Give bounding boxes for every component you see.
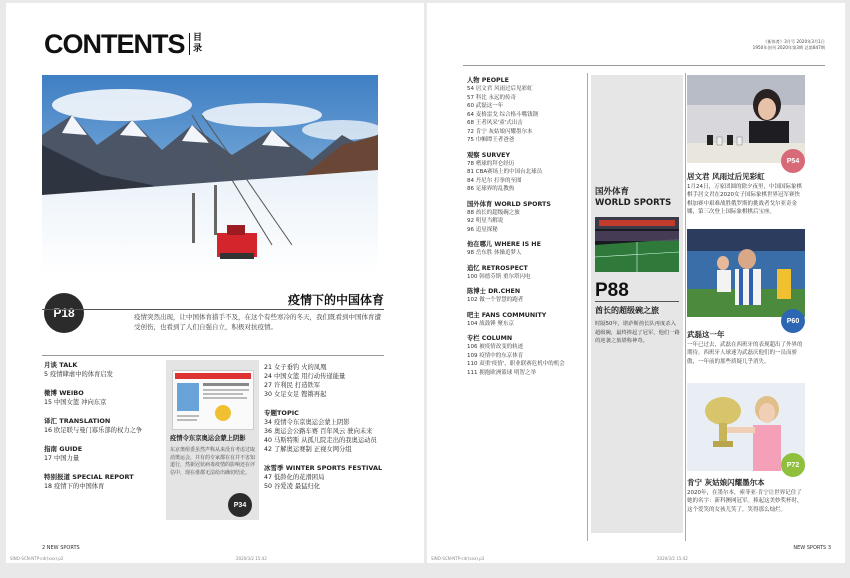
world-sports-description: 时隔50年，堪萨斯酋长队再度杀入超级碗，最终捧起了冠军，他们一路的逆袭之旅堪称神奇。 <box>595 321 680 345</box>
section-header: 观察 SURVEY <box>467 151 511 159</box>
feature-card-title[interactable]: 居文君 风雨过后见彩虹 <box>687 172 765 181</box>
toc-item[interactable]: 24 中国女篮 用行动传递能量 <box>264 373 346 380</box>
toc-item[interactable]: 17 中国力量 <box>44 455 80 462</box>
section-header: 专栏 COLUMN <box>467 335 513 342</box>
section-header: 冰雪季 WINTER SPORTS FESTIVAL <box>264 464 383 472</box>
section-people[interactable] <box>467 76 587 145</box>
left-crop-mark-file: SINO-SCN-NTP-cdr(xxx).p2 <box>10 556 64 561</box>
toc-item[interactable]: 36 奥运会公路车赛 百年风云 驶向未来 <box>264 428 373 435</box>
section-dr-chen[interactable] <box>467 287 587 305</box>
toc-item[interactable]: 16 欧足联与曼门寡乐部的权力之争 <box>44 427 143 434</box>
section-header: 特别报道 SPECIAL REPORT <box>44 473 134 481</box>
section-header: 月谈 TALK <box>44 361 78 369</box>
toc-item[interactable]: 47 低龄化的花滑困局 <box>264 474 325 481</box>
section-header: 他在哪儿 WHERE IS HE <box>467 241 541 248</box>
snow-mountain-illustration <box>42 75 378 275</box>
toc-item[interactable]: 98 岳东胜 体操追梦人 <box>467 250 522 256</box>
toc-item[interactable]: 40 马斯特斯 从孤儿院走出的我奥运动员 <box>264 437 377 444</box>
feature-card-description: 2020年，在墨尔本，索菲亚·肯宁让世界记住了她的名字：新科澳网冠军。捧起这美妙奖杯时，这个爱笑的女孩儿笑了，笑得那么灿烂。 <box>687 490 803 513</box>
section-topic[interactable] <box>264 409 382 454</box>
toc-item[interactable]: 102 做一个智慧的跑者 <box>467 297 524 303</box>
toc-item[interactable]: 18 疫情下的中国体育 <box>44 483 105 490</box>
section-header: 追忆 RETROSPECT <box>467 264 528 272</box>
feature-card-kenin[interactable] <box>687 383 805 543</box>
feature-title[interactable]: 疫情下的中国体育 <box>287 293 384 307</box>
topic-box-description: 东京奥组委虽然声称从来没有考虑过取消奥运会，并有的专家都在有并不害知道行，然新冠状病毒疫情的影响还在评估中，现在谁都无法给出确切结论。 <box>170 447 256 476</box>
section-special-report[interactable] <box>44 473 142 491</box>
toc-item[interactable]: 110 双重'疫情'，职业联赛危机中的机会 <box>467 361 565 367</box>
toc-item[interactable]: 109 疫情中的东京体育 <box>467 352 524 359</box>
feature-hero-image <box>42 75 378 275</box>
toc-item[interactable]: 106 被疫情改变的轨迹 <box>467 344 524 350</box>
feature-card-description: 1月24日，万家团圆的除夕夜里，中国国际象棋棋手居文君在2020女子国际象棋世界冠军赛快棋加赛中艰难战胜俄罗斯的挑战者戈尔亚奇金娜，第三次登上国际象棋棋后宝座。 <box>687 184 802 215</box>
feature-page-badge[interactable]: P72 <box>781 453 805 477</box>
section-retrospect[interactable] <box>467 264 587 282</box>
feature-card-ju-wenjun[interactable] <box>687 75 805 225</box>
right-page <box>427 3 845 563</box>
toc-item[interactable]: 68 王者风采'童'式出击 <box>467 120 523 126</box>
stadium-illustration <box>595 217 679 272</box>
toc-item[interactable]: 60 武磊这一年 <box>467 103 504 109</box>
right-top-divider <box>463 65 825 66</box>
world-sports-subtitle[interactable]: 酋长的超级碗之旅 <box>595 306 659 315</box>
toc-item[interactable]: 54 居文君 风雨过后见彩虹 <box>467 86 533 92</box>
issue-meta-line: 1950年创刊 2020年第3期 总第847期 <box>752 45 825 50</box>
magazine-spread-thumbnail <box>173 371 253 429</box>
section-column[interactable] <box>467 334 587 377</box>
toc-item[interactable]: 100 韩德芬斯 重尔塔闪电 <box>467 273 531 280</box>
toc-item[interactable]: 42 了解奥运赛制 正视女网分组 <box>264 446 352 453</box>
topic-box-title[interactable]: 疫情令东京奥运会蒙上阴影 <box>170 435 246 442</box>
toc-item[interactable]: 88 酋长的超级碗之旅 <box>467 209 520 216</box>
left-sections-col2 <box>264 363 382 491</box>
section-header: 人物 PEOPLE <box>467 77 509 84</box>
world-sports-title-en: WORLD SPORTS <box>595 198 672 208</box>
section-talk[interactable] <box>44 361 142 379</box>
toc-item[interactable]: 30 女足女足 铿锵再起 <box>264 391 327 398</box>
section-translation[interactable] <box>44 417 142 435</box>
contents-heading-cn: 目录 <box>189 33 205 55</box>
toc-item[interactable]: 57 科比 永远的传奇 <box>467 94 516 101</box>
section-weibo[interactable] <box>44 389 142 407</box>
toc-item[interactable]: 15 中国女篮 冲向东京 <box>44 399 107 406</box>
toc-item[interactable]: 78 嗜球的拜仑经历 <box>467 160 515 167</box>
feature-page-badge[interactable]: P60 <box>781 309 805 333</box>
section-header: 专题TOPIC <box>264 409 299 417</box>
feature-description: 疫情突然出现，让中国体育措手不及，在这个有些寒冷的冬天，我们既看到中国体育遭受创伤，也看到了人们自强自立，积极对抗疫情。 <box>134 313 381 331</box>
feature-card-title[interactable]: 武磊这一年 <box>687 330 725 339</box>
toc-item[interactable]: 84 丹尼尔 打拳的至图 <box>467 177 522 184</box>
feature-card-wu-lei[interactable] <box>687 229 805 379</box>
section-header: 吧主 FANS COMMUNITY <box>467 311 547 319</box>
toc-item[interactable]: 50 谷爱凌 最猛归化 <box>264 483 321 490</box>
feature-card-description: 一年已过去，武磊在西班牙的表现超出了外界的期待。西班牙人球迷为武磊庆他们的一员而骄傲，一年前的那些质疑几乎消失。 <box>687 342 803 365</box>
section-world-sports[interactable] <box>467 200 587 235</box>
left-page-footer: 2 NEW SPORTS <box>42 545 80 551</box>
toc-item[interactable]: 72 肯宁 灰姑娘闪耀墨尔本 <box>467 128 533 135</box>
right-page-footer: NEW SPORTS 3 <box>793 545 831 551</box>
toc-item[interactable]: 96 追星探秘 <box>467 226 498 233</box>
section-header: 微博 WEIBO <box>44 389 84 397</box>
world-sports-box <box>591 75 683 533</box>
section-guide[interactable] <box>44 445 142 463</box>
toc-item[interactable]: 21 女子垂钓 火的凤凰 <box>264 364 327 371</box>
feature-card-title[interactable]: 肯宁 灰姑娘闪耀墨尔本 <box>687 478 765 487</box>
feature-page-badge[interactable]: P54 <box>781 149 805 173</box>
footballer-illustration <box>687 229 805 317</box>
sections-divider <box>42 355 384 356</box>
toc-item[interactable]: 111 拥抱欧洲篮球 明智之举 <box>467 369 536 376</box>
issue-meta-line: 《新体育》3月号 2020年3月1日 <box>763 39 825 44</box>
left-sections-col1 <box>44 361 142 491</box>
section-header: 指南 GUIDE <box>44 445 83 453</box>
column-divider <box>587 73 588 541</box>
world-sports-page-number[interactable]: P88 <box>595 280 629 301</box>
toc-item[interactable]: 5 疫情肆虐中的体育启发 <box>44 371 113 378</box>
toc-item[interactable]: 34 疫情令东京奥运会蒙上阴影 <box>264 419 350 426</box>
column-divider <box>685 73 686 541</box>
right-sections-column <box>467 76 587 377</box>
section-survey[interactable] <box>467 151 587 194</box>
toc-item[interactable]: 104 战鼓锤 聚东京 <box>467 320 514 327</box>
world-sports-title-cn: 国外体育 <box>595 187 630 197</box>
toc-item[interactable]: 92 明星当解说 <box>467 218 504 224</box>
world-sports-image <box>595 217 679 272</box>
section-header: 译汇 TRANSLATION <box>44 417 111 425</box>
topic-thumbnail <box>172 370 254 430</box>
contents-heading: CONTENTS <box>44 29 185 59</box>
toc-item[interactable]: 81 CBA赛场上的中国台北球员 <box>467 169 543 175</box>
topic-page-badge[interactable]: P34 <box>228 493 252 517</box>
feature-divider <box>42 309 384 310</box>
section-where-is-he[interactable] <box>467 240 587 258</box>
section-continued[interactable] <box>264 363 382 399</box>
left-crop-mark-date: 2020/3/2 15:42 <box>236 556 267 561</box>
left-page <box>6 3 424 563</box>
section-header: 国外体育 WORLD SPORTS <box>467 200 551 208</box>
toc-item[interactable]: 64 麦格雷戈 综合格斗嘴钱钢 <box>467 111 538 118</box>
section-fans-community[interactable] <box>467 311 587 329</box>
world-sports-title <box>595 187 671 209</box>
section-winter-sports[interactable] <box>264 464 382 491</box>
section-header: 陈博士 DR.CHEN <box>467 288 521 295</box>
toc-item[interactable]: 75 巾帼谭王者爸爸 <box>467 137 515 143</box>
feature-page-badge[interactable]: P18 <box>44 293 84 333</box>
right-crop-mark-file: SINO-SCN-NTP-cdr(xxx).p3 <box>431 556 485 561</box>
toc-item[interactable]: 27 许利民 打造铁军 <box>264 382 321 389</box>
issue-meta <box>753 39 825 51</box>
world-sports-divider <box>595 301 679 302</box>
feature-photo-football <box>687 229 805 317</box>
toc-item[interactable]: 86 足球界的乱教热 <box>467 186 515 192</box>
right-crop-mark-date: 2020/3/2 15:42 <box>657 556 688 561</box>
